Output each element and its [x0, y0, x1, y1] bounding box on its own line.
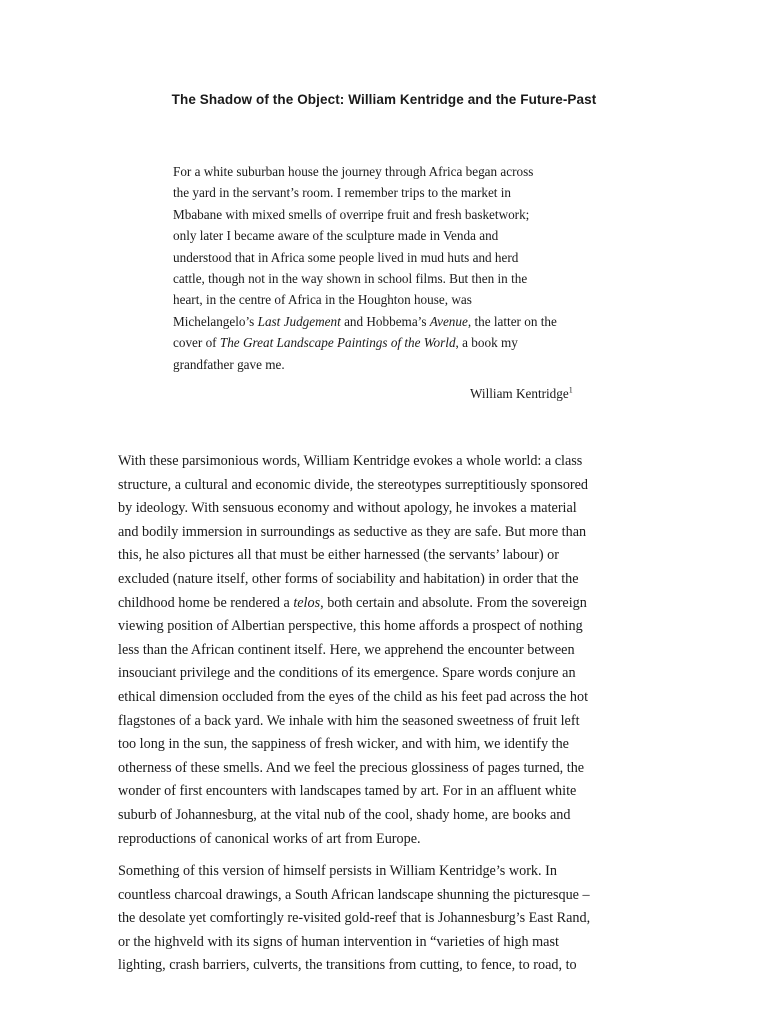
epigraph-line: the yard in the servant’s room. I remember trips to the market in [173, 185, 512, 201]
paragraph-line: wonder of first encounters with landscapes tamed by art. For in an affluent white [118, 783, 577, 800]
epigraph-line: only later I became aware of the sculpture made in Venda and [173, 228, 499, 244]
epigraph-attribution [470, 386, 573, 402]
epigraph-line [173, 332, 591, 353]
epigraph-line: cattle, though not in the way shown in school films. But then in the [173, 271, 528, 287]
epigraph-line: Mbabane with mixed smells of overripe fruit and fresh basketwork; [173, 206, 530, 222]
paragraph-line: Something of this version of himself persists in William Kentridge’s work. In [118, 863, 557, 879]
epigraph-text: , a book my [455, 335, 518, 351]
epigraph-line: grandfather gave me. [173, 356, 285, 372]
body-paragraph-1 [118, 450, 658, 851]
paragraph-line: or the highveld with its signs of human intervention in “varieties of high mast [118, 933, 559, 950]
paragraph-line: and bodily immersion in surroundings as seductive as they are safe. But more than [118, 523, 587, 540]
document-title: The Shadow of the Object: William Kentridge and the Future-Past [171, 92, 597, 107]
emphasis-telos: telos [293, 594, 321, 611]
epigraph-quote [173, 161, 591, 375]
paragraph-line: suburb of Johannesburg, at the vital nub of the cool, shady home, are books and [118, 806, 571, 823]
paragraph-line: countless charcoal drawings, a South African landscape shunning the picturesque – [118, 886, 590, 903]
artwork-title-last-judgement: Last Judgement [257, 313, 341, 329]
paragraph-line: the desolate yet comfortingly re-visited gold-reef that is Johannesburg’s East Rand, [118, 910, 591, 927]
paragraph-line: less than the African continent itself. Here, we apprehend the encounter between [118, 641, 575, 658]
paragraph-line: ethical dimension occluded from the eyes of the child as his feet pad across the hot [118, 688, 589, 705]
book-title: The Great Landscape Paintings of the World [219, 335, 456, 351]
epigraph-text: , the latter on the [467, 313, 557, 329]
footnote-reference[interactable]: 1 [568, 385, 573, 395]
epigraph-text: and Hobbema’s [340, 313, 430, 329]
paragraph-line: too long in the sun, the sappiness of fresh wicker, and with him, we identify the [118, 736, 569, 753]
paragraph-line: flagstones of a back yard. We inhale with him the seasoned sweetness of fruit left [118, 712, 580, 729]
paragraph-text: childhood home be rendered a [118, 594, 294, 611]
paragraph-text: , both certain and absolute. From the sovereign [320, 594, 587, 611]
epigraph-text: cover of [173, 335, 220, 351]
attribution-author: William Kentridge [470, 386, 569, 401]
paragraph-line: structure, a cultural and economic divide, the stereotypes surreptitiously sponsored [118, 476, 589, 493]
paragraph-line: otherness of these smells. And we feel the precious glossiness of pages turned, the [118, 759, 585, 776]
paragraph-line: this, he also pictures all that must be either harnessed (the servants’ labour) or [118, 547, 559, 564]
paragraph-line [118, 592, 658, 616]
epigraph-text: Michelangelo’s [173, 313, 258, 329]
paragraph-line: With these parsimonious words, William Kentridge evokes a whole world: a class [118, 453, 583, 469]
epigraph-line: heart, in the centre of Africa in the Houghton house, was [173, 292, 472, 308]
artwork-title-avenue: Avenue [429, 313, 468, 329]
paragraph-line: insouciant privilege and the conditions of its emergence. Spare words conjure an [118, 665, 576, 682]
epigraph-line: understood that in Africa some people lived in mud huts and herd [173, 249, 519, 265]
paragraph-line: lighting, crash barriers, culverts, the transitions from cutting, to fence, to road, to [118, 957, 577, 974]
paragraph-line: viewing position of Albertian perspective, this home affords a prospect of nothing [118, 618, 583, 635]
epigraph-line [173, 311, 591, 332]
paragraph-line: excluded (nature itself, other forms of sociability and habitation) in order that the [118, 570, 579, 587]
paragraph-line: reproductions of canonical works of art from Europe. [118, 830, 421, 847]
body-paragraph-2 [118, 860, 658, 978]
paragraph-line: by ideology. With sensuous economy and without apology, he invokes a material [118, 500, 577, 517]
epigraph-line: For a white suburban house the journey through Africa began across [173, 164, 534, 179]
